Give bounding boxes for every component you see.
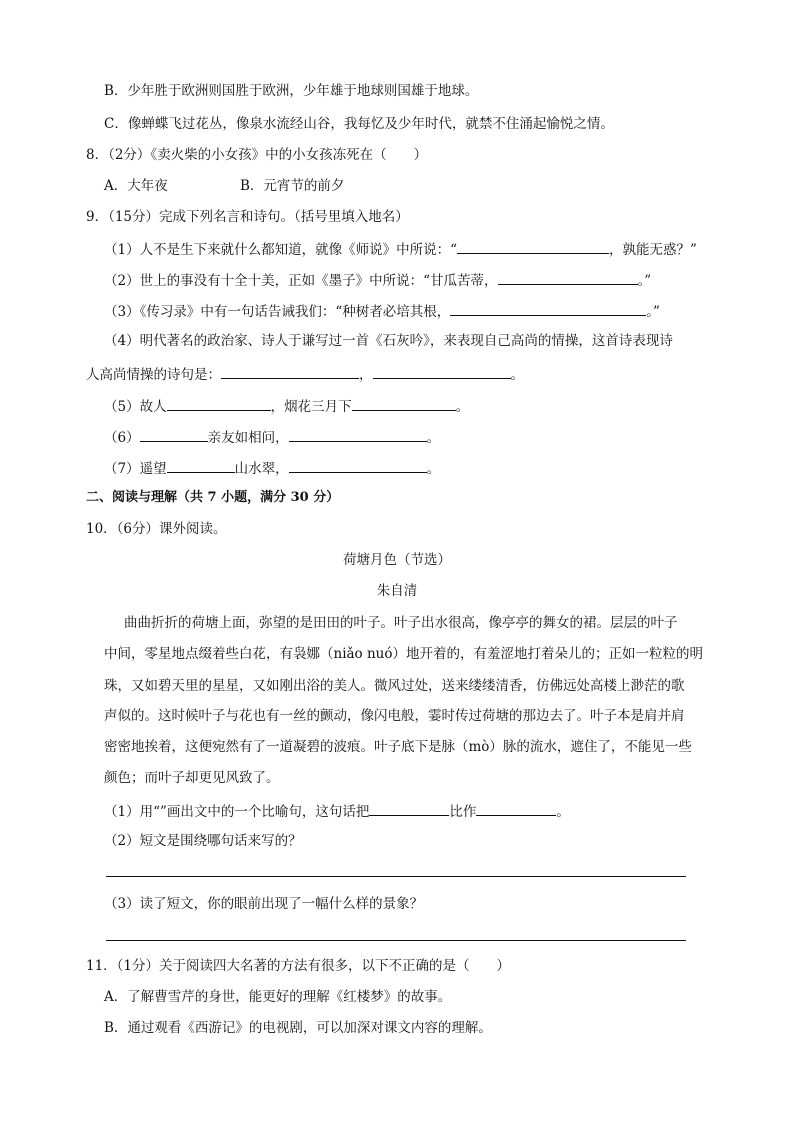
q9-item-7-middle: 山水翠，: [234, 461, 289, 477]
answer-blank[interactable]: [476, 801, 556, 816]
answer-blank[interactable]: [369, 801, 449, 816]
q9-item-2-prefix: （2）世上的事没有十全十美，正如《墨子》中所说：“甘瓜苦蒂，: [104, 273, 498, 289]
answer-blank[interactable]: [450, 301, 646, 316]
passage-line: 珠，又如碧天里的星星，又如刚出浴的美人。微风过处，送来缕缕清香，仿佛远处高楼上渺茫的歌: [104, 678, 685, 694]
answer-blank[interactable]: [289, 458, 427, 473]
q9-item-5-prefix: （5）故人: [104, 399, 167, 415]
q11-stem: 11．（1分）关于阅读四大名著的方法有很多，以下不正确的是（ ）: [86, 958, 511, 974]
q9-stem: 9．（15分）完成下列名言和诗句。（括号里填入地名）: [86, 209, 409, 225]
passage-title: 荷塘月色（节选）: [343, 552, 451, 568]
answer-blank[interactable]: [167, 458, 235, 473]
q9-item-5-middle: ，烟花三月下: [270, 399, 352, 415]
q9-item-5-suffix: 。: [455, 399, 470, 415]
answer-blank[interactable]: [167, 396, 271, 411]
q9-item-1: [104, 239, 697, 259]
answer-blank[interactable]: [498, 270, 638, 285]
q10-sub-1-prefix: （1）用“”画出文中的一个比喻句，这句话把: [104, 804, 370, 820]
q9-item-4-separator: ，: [359, 367, 373, 383]
q11-option-a: A．了解曹雪芹的身世，能更好的理解《红楼梦》的故事。: [104, 989, 452, 1005]
passage-line: 颜色；而叶子却更见风致了。: [104, 770, 280, 786]
q8-option-b: B．元宵节的前夕: [240, 178, 345, 194]
q9-item-1-suffix: ，孰能无惑？”: [609, 242, 697, 258]
section-2-title: 二、阅读与理解（共 7 小题，满分 30 分）: [86, 490, 340, 505]
answer-blank[interactable]: [140, 427, 208, 442]
q9-item-4-suffix: 。: [510, 367, 524, 383]
passage-line: 密密地挨着，这便宛然有了一道凝碧的波痕。叶子底下是脉（mò）脉的流水，遮住了，不能见一些: [104, 739, 692, 755]
q7-option-b: B．少年胜于欧洲则国胜于欧洲，少年雄于地球则国雄于地球。: [104, 83, 479, 99]
passage-line: 曲曲折折的荷塘上面，弥望的是田田的叶子。叶子出水很高，像亭亭的舞女的裙。层层的叶子: [124, 615, 678, 631]
q9-item-1-prefix: （1）人不是生下来就什么都知道，就像《师说》中所说：“: [104, 242, 457, 258]
answer-blank[interactable]: [373, 364, 511, 379]
q9-item-3-prefix: （3）《传习录》中有一句话告诫我们：“种树者必培其根，: [104, 304, 451, 320]
q9-item-3-suffix: 。”: [646, 304, 660, 320]
answer-blank[interactable]: [289, 427, 427, 442]
q10-stem: 10．（6分）课外阅读。: [86, 521, 227, 537]
answer-line[interactable]: [106, 940, 686, 941]
q9-item-3: [104, 301, 660, 321]
q9-item-4-line1: （4）明代著名的政治家、诗人于谦写过一首《石灰吟》，来表现自己高尚的情操，这首诗表现诗: [104, 333, 673, 349]
q9-item-6-suffix: 。: [426, 430, 441, 446]
answer-line[interactable]: [106, 876, 686, 877]
passage-line: 声似的。这时候叶子与花也有一丝的颤动，像闪电般，霎时传过荷塘的那边去了。叶子本是肩并肩: [104, 708, 685, 724]
q9-item-4-line2: [86, 364, 524, 384]
q9-item-7: [104, 458, 440, 478]
q8-option-a: A．大年夜: [104, 178, 168, 194]
answer-blank[interactable]: [457, 239, 609, 254]
q10-sub-1: [104, 801, 570, 821]
q9-item-5: [104, 396, 469, 416]
q9-item-7-prefix: （7）遥望: [104, 461, 167, 477]
answer-blank[interactable]: [352, 396, 456, 411]
q9-item-2-suffix: 。”: [637, 273, 652, 289]
q10-sub-1-suffix: 。: [556, 804, 570, 820]
q9-item-6-middle: 亲友如相问，: [207, 430, 289, 446]
q9-item-6-prefix: （6）: [104, 430, 140, 446]
q9-item-6: [104, 427, 440, 447]
q8-stem: 8．（2分）《卖火柴的小女孩》中的小女孩冻死在（ ）: [86, 147, 428, 163]
q10-sub-1-middle: 比作: [449, 804, 477, 820]
q9-item-7-suffix: 。: [426, 461, 441, 477]
q9-item-2: [104, 270, 651, 290]
q11-option-b: B．通过观看《西游记》的电视剧，可以加深对课文内容的理解。: [104, 1020, 492, 1036]
answer-blank[interactable]: [221, 364, 359, 379]
q7-option-c: C．像蝉蝶飞过花丛，像泉水流经山谷，我每忆及少年时代，就禁不住涌起愉悦之情。: [104, 116, 614, 132]
passage-line: 中间，零星地点缀着些白花，有袅娜（niǎo nuó）地开着的，有羞涩地打着朵儿的；正如一粒粒的明: [104, 646, 703, 662]
q9-item-4-prefix: 人高尚情操的诗句是：: [86, 367, 221, 383]
q10-sub-3: （3）读了短文，你的眼前出现了一幅什么样的景象？: [104, 896, 424, 912]
q10-sub-2: （2）短文是围绕哪句话来写的？: [104, 833, 302, 849]
passage-author: 朱自清: [376, 583, 418, 599]
